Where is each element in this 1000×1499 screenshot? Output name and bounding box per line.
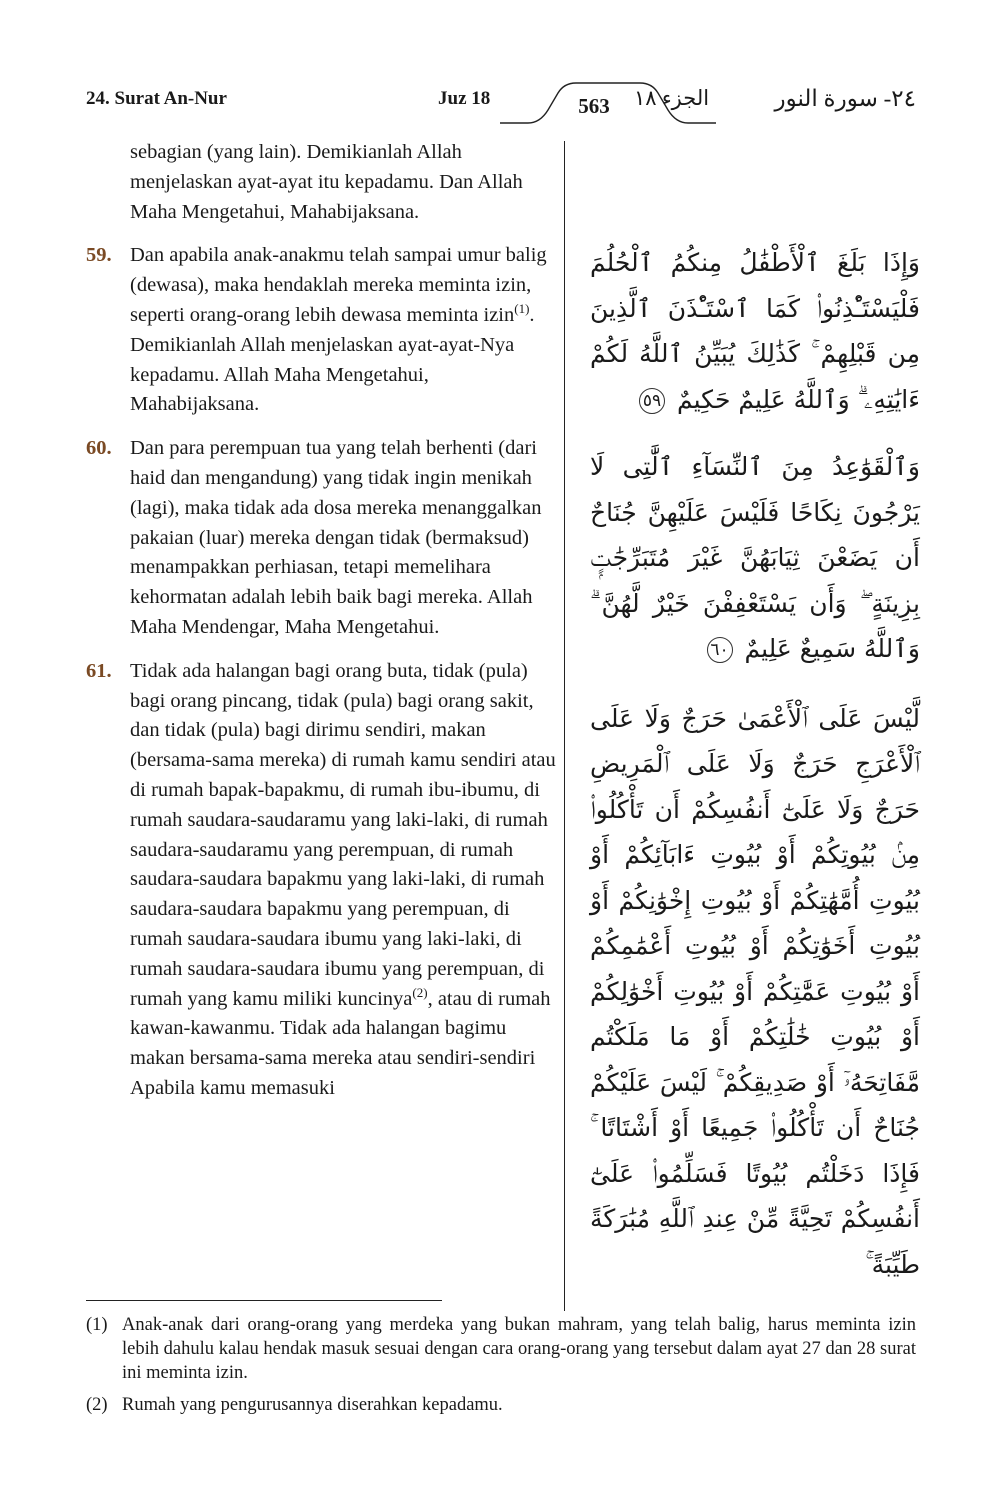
- ayah-end-marker: ٥٩: [639, 388, 665, 414]
- ayah-end-marker: ٦٠: [707, 637, 733, 663]
- footnote-ref: (1): [514, 301, 530, 317]
- column-divider: [564, 141, 565, 1311]
- verse-text: Dan para perempuan tua yang telah berhenti (dari haid dan mengandung) yang tidak ingin menikah (lagi), maka tidak ada dosa mereka menanggalkan pakaian (luar) mereka dengan tidak (bermaksud) menampakkan perhiasan, tetapi memelihara kehormatan adalah lebih baik bagi mereka. Allah Maha Mendengar, Maha Mengetahui.: [130, 437, 542, 638]
- footnote-2: [86, 1393, 916, 1417]
- footnote-ref: (2): [412, 984, 428, 1000]
- footnote-text: Anak-anak dari orang-orang yang merdeka yang bukan mahram, yang telah balig, harus meminta izin lebih dahulu kalau hendak masuk sesuai dengan cara orang-orang yang tersebut dalam ayat 27 dan 28 surat ini meminta izin.: [122, 1315, 916, 1383]
- arabic-text: وَإِذَا بَلَغَ ٱلْأَطْفَٰلُ مِنكُمُ ٱلْحُلُمَ فَلْيَسْتَـْٔذِنُوا۟ كَمَا ٱسْتَـْٔذَنَ ٱلَّذِينَ مِن قَبْلِهِمْ ۚ كَذَٰلِكَ يُبَيِّنُ ٱللَّهُ لَكُمْ ءَايَٰتِهِۦ ۗ وَٱللَّهُ عَلِيمٌ حَكِيمٌ: [590, 248, 920, 414]
- arabic-verse-60: [590, 444, 920, 672]
- header-surah-arabic: ٢٤- سورة النور: [774, 86, 916, 111]
- page-header: [86, 80, 916, 126]
- verse-text: Dan apabila anak-anakmu telah sampai umur balig (dewasa), maka hendaklah mereka meminta izin, seperti orang-orang lebih dewasa meminta izin: [130, 244, 547, 326]
- arabic-text: وَٱلْقَوَٰعِدُ مِنَ ٱلنِّسَآءِ ٱلَّٰتِى لَا يَرْجُونَ نِكَاحًا فَلَيْسَ عَلَيْهِنَّ جُنَاحٌ أَن يَضَعْنَ ثِيَابَهُنَّ غَيْرَ مُتَبَرِّجَٰتٍۭ بِزِينَةٍ ۖ وَأَن يَسْتَعْفِفْنَ خَيْرٌ لَّهُنَّ ۗ وَٱللَّهُ سَمِيعٌ عَلِيمٌ: [590, 452, 920, 663]
- translation-continuation: [86, 138, 556, 227]
- arabic-column: [590, 240, 920, 1309]
- verse-text-cont: , atau di rumah kawan-kawanmu. Tidak ada halangan bagimu makan bersama-sama mereka atau sendiri-sendiri Apabila kamu memasuki: [130, 987, 551, 1099]
- footnote-1: [86, 1313, 916, 1385]
- verse-number: 59.: [86, 244, 112, 267]
- footnote-number: (1): [86, 1315, 108, 1335]
- footnote-rule: [86, 1300, 442, 1301]
- footnotes: [86, 1313, 916, 1425]
- page-number: 563: [578, 94, 610, 118]
- verse-text: Tidak ada halangan bagi orang buta, tidak (pula) bagi orang pincang, tidak (pula) bagi orang sakit, dan tidak (pula) bagi dirimu sendiri, makan (bersama-sama mereka) di rumah kamu sendiri atau di rumah bapak-bapakmu, di rumah ibu-ibumu, di rumah saudara-saudaramu yang laki-laki, di rumah saudara-saudaramu yang perempuan, di rumah saudara-saudara bapakmu yang laki-laki, di rumah saudara-saudara bapakmu yang perempuan, di rumah saudara-saudara ibumu yang laki-laki, di rumah saudara-saudara ibumu yang perempuan, di rumah yang kamu miliki kuncinya: [130, 659, 556, 1010]
- verse-number: 61.: [86, 659, 112, 682]
- header-juz-arabic: الجزء ١٨: [634, 86, 710, 110]
- footnote-text: Rumah yang pengurusannya diserahkan kepadamu.: [122, 1395, 503, 1415]
- verse-number: 60.: [86, 437, 112, 460]
- arabic-verse-61: [590, 696, 920, 1288]
- arabic-text: لَّيْسَ عَلَى ٱلْأَعْمَىٰ حَرَجٌ وَلَا عَلَى ٱلْأَعْرَجِ حَرَجٌ وَلَا عَلَى ٱلْمَرِيضِ حَرَجٌ وَلَا عَلَىٰٓ أَنفُسِكُمْ أَن تَأْكُلُوا۟ مِنۢ بُيُوتِكُمْ أَوْ بُيُوتِ ءَابَآئِكُمْ أَوْ بُيُوتِ أُمَّهَٰتِكُمْ أَوْ بُيُوتِ إِخْوَٰنِكُمْ أَوْ بُيُوتِ أَخَوَٰتِكُمْ أَوْ بُيُوتِ أَعْمَٰمِكُمْ أَوْ بُيُوتِ عَمَّٰتِكُمْ أَوْ بُيُوتِ أَخْوَٰلِكُمْ أَوْ بُيُوتِ خَٰلَٰتِكُمْ أَوْ مَا مَلَكْتُم مَّفَاتِحَهُۥٓ أَوْ صَدِيقِكُمْ ۚ لَيْسَ عَلَيْكُمْ جُنَاحٌ أَن تَأْكُلُوا۟ جَمِيعًا أَوْ أَشْتَاتًا ۚ فَإِذَا دَخَلْتُم بُيُوتًا فَسَلِّمُوا۟ عَلَىٰٓ أَنفُسِكُمْ تَحِيَّةً مِّنْ عِندِ ٱللَّهِ مُبَٰرَكَةً طَيِّبَةً ۚ: [590, 703, 920, 1279]
- translation-verse-61: [86, 657, 556, 1104]
- verse-text-cont: . Demikianlah Allah menjelaskan ayat-ayat-Nya kepadamu. Allah Maha Mengetahui, Mahabijaksana.: [130, 303, 535, 416]
- header-juz-latin: Juz 18: [438, 88, 491, 109]
- arabic-verse-59: [590, 240, 920, 422]
- translation-verse-59: [86, 241, 556, 420]
- header-surah-latin: 24. Surat An-Nur: [86, 88, 227, 109]
- translation-column: [86, 138, 556, 1118]
- continuation-text: sebagian (yang lain). Demikianlah Allah menjelaskan ayat-ayat itu kepadamu. Dan Allah Maha Mengetahui, Mahabijaksana.: [130, 141, 523, 223]
- translation-verse-60: [86, 434, 556, 643]
- footnote-number: (2): [86, 1395, 108, 1415]
